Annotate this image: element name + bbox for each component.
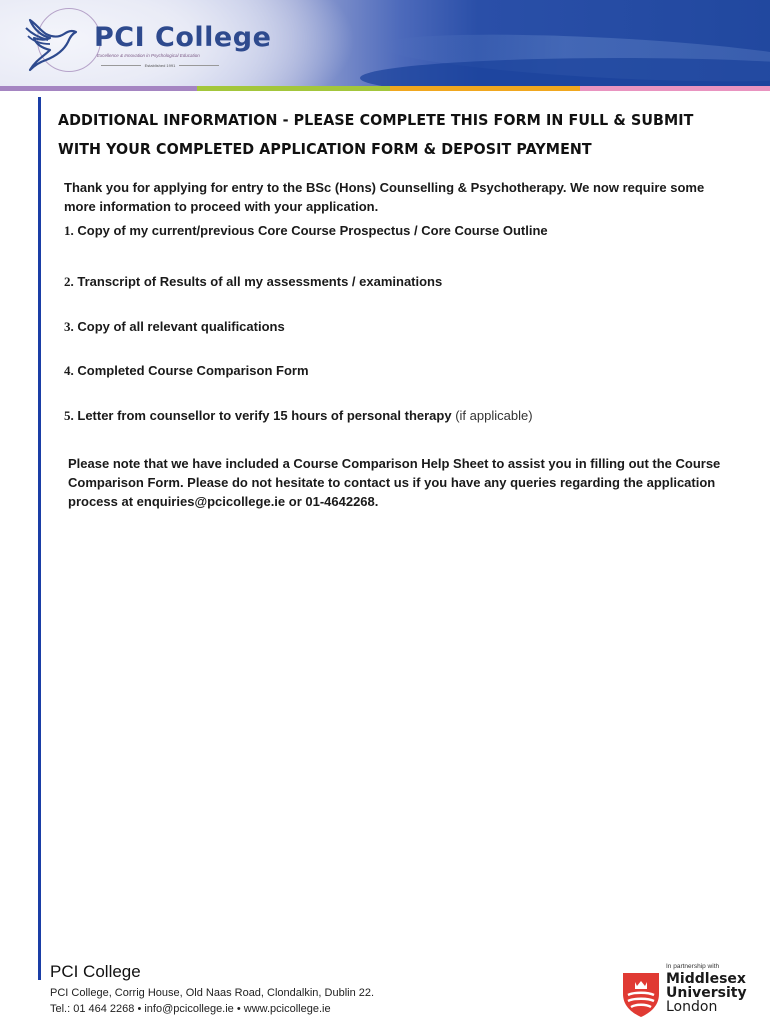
requirement-item: 3. Copy of all relevant qualifications <box>64 319 285 334</box>
footer-college-name: PCI College <box>50 962 141 981</box>
middlesex-shield-icon <box>622 972 660 1018</box>
logo-tagline: Excellence & Innovation in Psychological Education <box>97 53 200 58</box>
requirement-item: 2. Transcript of Results of all my assessments / examinations <box>64 274 443 289</box>
requirement-item: 1. Copy of my current/previous Core Course Prospectus / Core Course Outline <box>64 223 548 238</box>
logo-title: PCI College <box>94 22 272 53</box>
requirement-item: 4. Completed Course Comparison Form <box>64 363 309 378</box>
middlesex-logo <box>622 962 752 1020</box>
stripe-purple <box>0 86 197 91</box>
title-line-1: ADDITIONAL INFORMATION - PLEASE COMPLETE THIS FORM IN FULL & SUBMIT <box>58 111 694 129</box>
footer-address: PCI College, Corrig House, Old Naas Road, Clondalkin, Dublin 22. <box>50 987 375 999</box>
partner-label: In partnership with <box>666 963 720 970</box>
pci-college-logo <box>22 6 272 74</box>
page-title <box>58 106 694 164</box>
requirement-item: 5. Letter from counsellor to verify 15 hours of personal therapy (if applicable) <box>64 408 533 423</box>
dove-icon <box>22 10 102 74</box>
stripe-orange <box>390 86 580 91</box>
footer-contact <box>50 985 374 1017</box>
footer-contact-line: Tel.: 01 464 2268 • info@pcicollege.ie • www.pcicollege.ie <box>50 1003 331 1015</box>
partner-name: Middlesex University London <box>666 971 747 1015</box>
notice-paragraph: Please note that we have included a Course Comparison Help Sheet to assist you in filling out the Course Comparison Form. Please do not hesitate to contact us if you have any queries regarding the application process at enquiries@pcicollege.ie or 01-4642268. <box>68 456 721 509</box>
stripe-pink <box>580 86 770 91</box>
item-note: (if applicable) <box>455 408 533 423</box>
title-line-2: WITH YOUR COMPLETED APPLICATION FORM & DEPOSIT PAYMENT <box>58 140 592 158</box>
intro-paragraph: Thank you for applying for entry to the BSc (Hons) Counselling & Psychotherapy. We now require some more information to proceed with your application. <box>64 180 705 214</box>
header-banner <box>0 0 770 86</box>
stripe-green <box>197 86 390 91</box>
banner-wave-dark <box>360 58 770 86</box>
logo-established: Established 1991 <box>96 63 224 68</box>
accent-bar <box>38 97 41 980</box>
